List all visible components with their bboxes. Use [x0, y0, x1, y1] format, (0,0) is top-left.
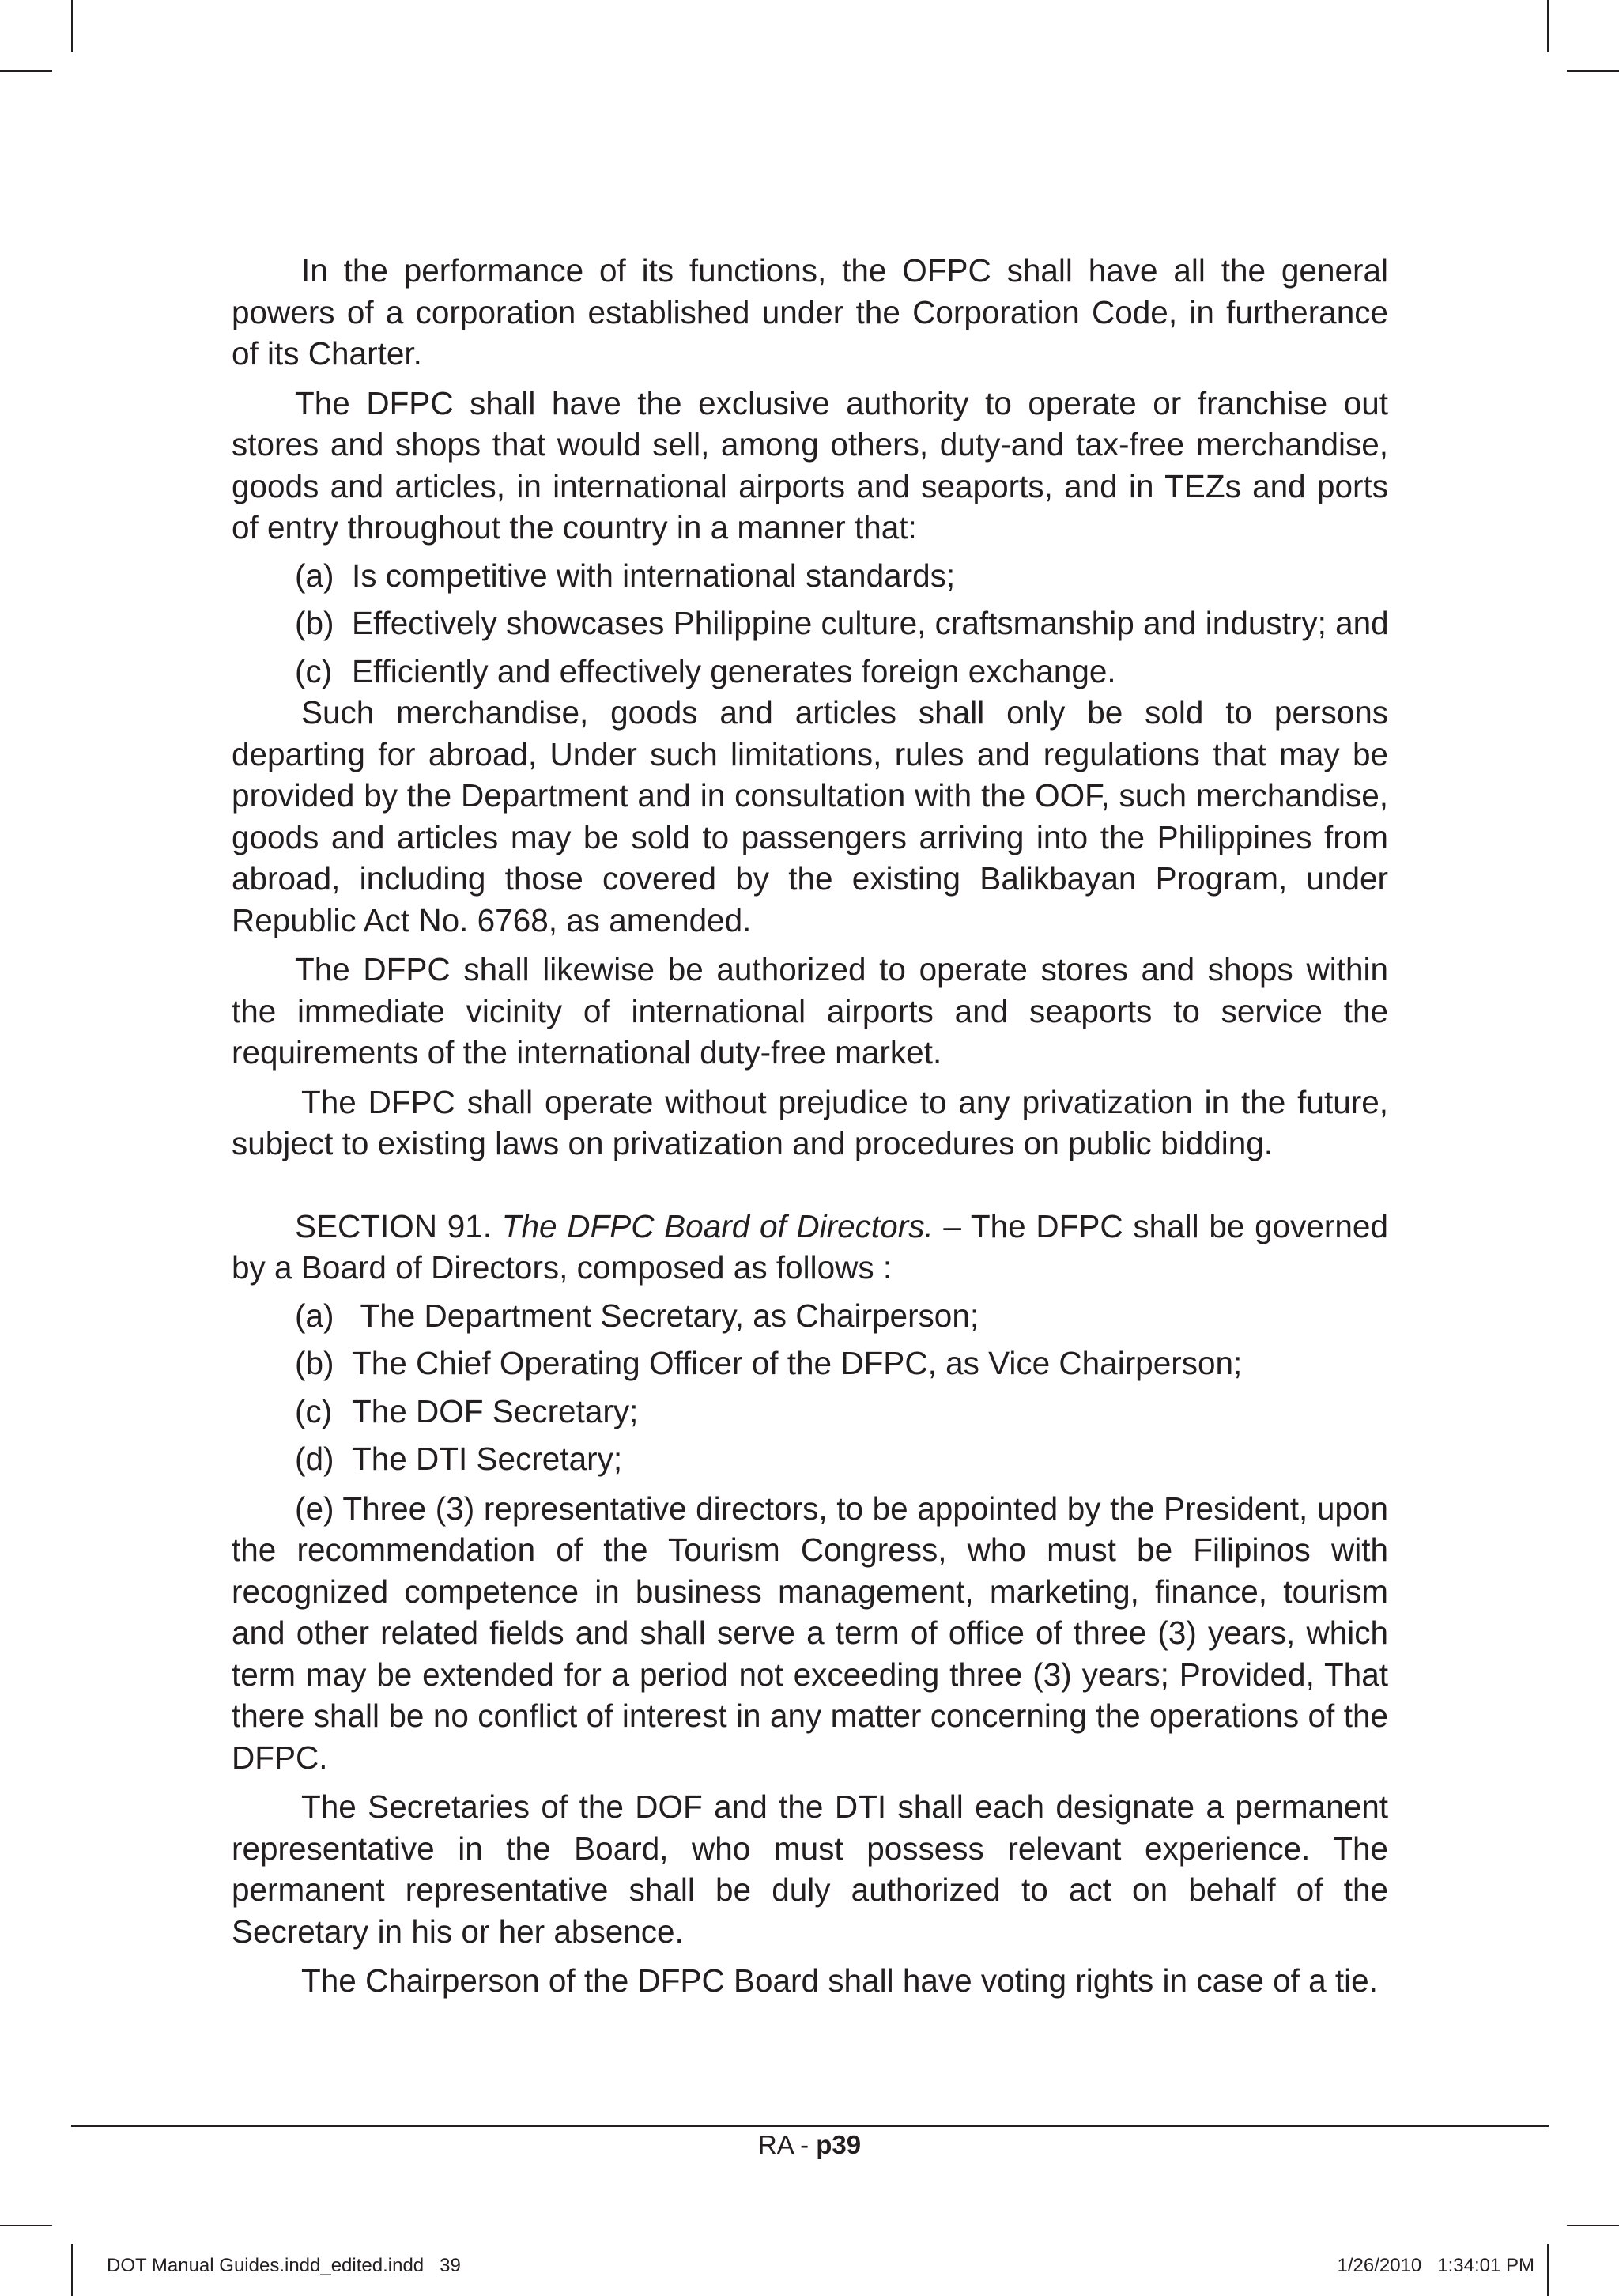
section-number: SECTION 91. [295, 1207, 492, 1244]
list-item [295, 651, 1388, 693]
page-folio [0, 2130, 1619, 2160]
slug-timestamp: 1/26/2010 1:34:01 PM [1337, 2255, 1534, 2276]
list-item-label: (b) [295, 605, 334, 641]
list-item [295, 1391, 1388, 1433]
paragraph-ofpc-powers: In the performance of its functions, the OFPC shall have all the general powers of a corporation established under the Corporation Code, in furtherance of its Charter. [232, 252, 1388, 372]
crop-mark-bottom-right-vertical [1547, 2244, 1549, 2296]
paragraph-voting-rights: The Chairperson of the DFPC Board shall have voting rights in case of a tie. [301, 1962, 1378, 1999]
section-title: The DFPC Board of Directors. [501, 1207, 934, 1244]
paragraph-member-e: (e) Three (3) representative directors, to be appointed by the President, upon the recommendation of the Tourism Congress, who must be Filipinos with recognized competence in business management, marketing, finance, tourism and other related fields and shall serve a term of office of three (3) years, which term may be extended for a period not exceeding three (3) years; Provided, That there shall be no conflict of interest in any matter concerning the operations of the DFPC. [232, 1490, 1388, 1776]
section-91-heading [232, 1206, 1388, 1289]
list-item-label: (d) [295, 1441, 334, 1477]
paragraph-permanent-representatives: The Secretaries of the DOF and the DTI shall each designate a permanent representative in the Board, who must possess relevant experience. The permanent representative shall be duly authorized to act on behalf of the Secretary in his or her absence. [232, 1788, 1388, 1950]
section-lead: – The DFPC shall be governed by a Board of Directors, composed as follows : [232, 1207, 1388, 1286]
slug-file-name: DOT Manual Guides.indd_edited.indd 39 [107, 2255, 461, 2276]
paragraph-privatization: The DFPC shall operate without prejudice to any privatization in the future, subject to existing laws on privatization and procedures on public bidding. [232, 1083, 1388, 1161]
list-item-text: Effectively showcases Philippine culture, craftsmanship and industry; and [352, 605, 1389, 641]
folio-page-number: p39 [816, 2130, 862, 2159]
list-item-label: (b) [295, 1345, 334, 1381]
crop-mark-top-right-vertical [1547, 0, 1549, 52]
list-item-label: (c) [295, 1392, 333, 1429]
list-item-text: The Chief Operating Officer of the DFPC, as Vice Chairperson; [352, 1345, 1243, 1381]
list-item-text: Efficiently and effectively generates foreign exchange. [352, 652, 1116, 689]
page-body [232, 250, 1388, 2002]
list-item-text: The DTI Secretary; [352, 1441, 623, 1477]
folio-prefix: RA - [757, 2130, 817, 2159]
list-item [295, 1438, 1388, 1480]
list-item [295, 602, 1388, 644]
list-item-text: Is competitive with international standards; [352, 557, 956, 594]
footer-rule [71, 2125, 1549, 2127]
list-item-label: (a) [295, 557, 334, 594]
paragraph-merchandise-sales: Such merchandise, goods and articles shall only be sold to persons departing for abroad, Under such limitations, rules and regulations that may be provided by the Department and in consultation with the OOF, such merchandise, goods and articles may be sold to passengers arriving into the Philippines from abroad, including those covered by the existing Balikbayan Program, under Republic Act No. 6768, as amended. [232, 694, 1388, 938]
crop-mark-bottom-left-horizontal [0, 2225, 52, 2226]
paragraph-dfpc-authority: The DFPC shall have the exclusive authority to operate or franchise out stores and shops that would sell, among others, duty-and tax-free merchandise, goods and articles, in international airports and seaports, and in TEZs and ports of entry throughout the country in a manner that: [232, 384, 1388, 546]
list-item-text: The DOF Secretary; [352, 1392, 639, 1429]
list-item [295, 555, 1388, 597]
crop-mark-top-left-horizontal [0, 70, 52, 72]
list-item [295, 1295, 1388, 1337]
list-item [295, 1342, 1388, 1384]
crop-mark-top-right-horizontal [1567, 70, 1619, 72]
crop-mark-top-left-vertical [71, 0, 73, 52]
list-item-label: (c) [295, 652, 333, 689]
crop-mark-bottom-left-vertical [71, 2244, 73, 2296]
paragraph-vicinity-stores: The DFPC shall likewise be authorized to operate stores and shops within the immediate vicinity of international airports and seaports to service the requirements of the international duty-free market. [232, 951, 1388, 1071]
list-item-label: (a) [295, 1297, 334, 1334]
crop-mark-bottom-right-horizontal [1567, 2225, 1619, 2226]
list-item-text: The Department Secretary, as Chairperson; [352, 1297, 979, 1334]
